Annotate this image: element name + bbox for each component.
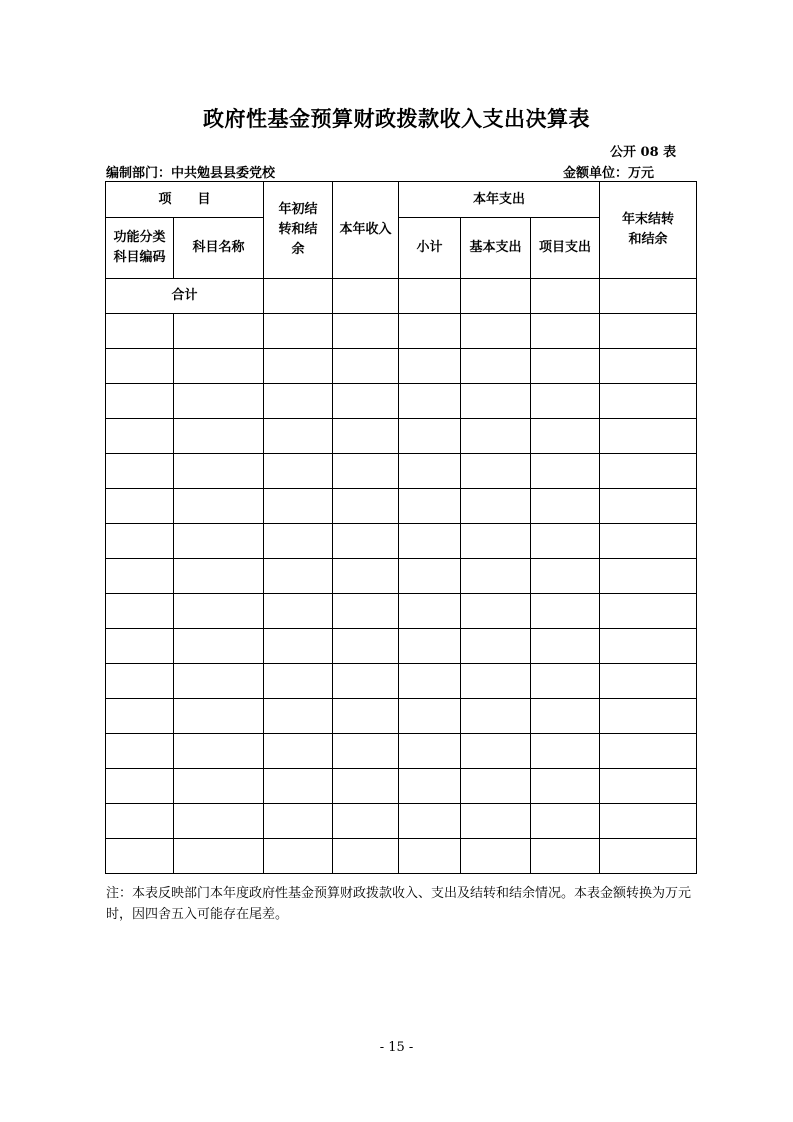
table-code: 公开 08 表: [610, 145, 677, 160]
table-cell: [174, 559, 264, 594]
table-cell: [600, 594, 697, 629]
table-cell: [106, 384, 174, 419]
table-cell: [399, 629, 461, 664]
table-row: [106, 594, 697, 629]
table-cell: [600, 559, 697, 594]
table-cell: [106, 524, 174, 559]
table-cell: [600, 524, 697, 559]
table-cell: [174, 664, 264, 699]
table-cell: [600, 419, 697, 454]
table-cell: [174, 384, 264, 419]
table-row: [106, 664, 697, 699]
table-row: [106, 489, 697, 524]
table-cell: [333, 769, 399, 804]
header-expense: 本年支出: [399, 182, 600, 218]
table-cell: [333, 454, 399, 489]
table-cell: [333, 419, 399, 454]
department-label: 编制部门：中共勉县县委党校: [106, 166, 276, 181]
table-cell: [106, 489, 174, 524]
header-income: 本年收入: [333, 182, 399, 279]
table-cell: [531, 349, 600, 384]
table-cell: [264, 384, 333, 419]
header-item: 项 目: [106, 182, 264, 218]
table-cell: [531, 279, 600, 314]
table-cell: [600, 629, 697, 664]
table-cell: [399, 594, 461, 629]
table-cell: [333, 314, 399, 349]
table-cell: [531, 454, 600, 489]
table-cell: [106, 419, 174, 454]
table-cell: [106, 594, 174, 629]
table-cell: [600, 489, 697, 524]
table-cell: [531, 524, 600, 559]
table-cell: [174, 489, 264, 524]
table-cell: [531, 384, 600, 419]
table-cell: [531, 489, 600, 524]
header-project-expense: 项目支出: [531, 218, 600, 279]
table-cell: [461, 734, 531, 769]
table-cell: [399, 489, 461, 524]
table-cell: [600, 279, 697, 314]
table-cell: [264, 664, 333, 699]
table-cell: [264, 769, 333, 804]
table-cell: [264, 314, 333, 349]
table-row: [106, 769, 697, 804]
table-cell: [600, 454, 697, 489]
budget-table: [105, 181, 697, 874]
table-row: [106, 734, 697, 769]
table-cell: [531, 629, 600, 664]
table-cell: [461, 559, 531, 594]
table-cell: [174, 629, 264, 664]
table-row: [106, 629, 697, 664]
table-row: [106, 419, 697, 454]
table-cell: [531, 594, 600, 629]
total-label: 合计: [106, 279, 264, 314]
header-basic-expense: 基本支出: [461, 218, 531, 279]
table-cell: [333, 384, 399, 419]
table-cell: [531, 559, 600, 594]
table-cell: [174, 314, 264, 349]
table-cell: [106, 734, 174, 769]
table-cell: [461, 524, 531, 559]
table-cell: [264, 279, 333, 314]
table-cell: [264, 594, 333, 629]
table-cell: [264, 419, 333, 454]
table-cell: [399, 804, 461, 839]
table-row: [106, 839, 697, 874]
table-cell: [106, 349, 174, 384]
header-subject-name: 科目名称: [174, 218, 264, 279]
table-cell: [461, 279, 531, 314]
table-cell: [333, 489, 399, 524]
table-cell: [333, 699, 399, 734]
table-cell: [264, 629, 333, 664]
table-row: [106, 454, 697, 489]
table-cell: [106, 769, 174, 804]
table-cell: [600, 314, 697, 349]
table-cell: [600, 699, 697, 734]
table-cell: [600, 664, 697, 699]
table-cell: [461, 384, 531, 419]
table-cell: [174, 769, 264, 804]
table-cell: [264, 349, 333, 384]
table-cell: [333, 279, 399, 314]
table-cell: [174, 594, 264, 629]
table-cell: [106, 699, 174, 734]
table-cell: [174, 419, 264, 454]
table-cell: [106, 559, 174, 594]
table-row: [106, 384, 697, 419]
header-subtotal: 小计: [399, 218, 461, 279]
header-begin-balance: 年初结转和结余: [264, 182, 333, 279]
table-cell: [333, 804, 399, 839]
table-cell: [333, 524, 399, 559]
table-cell: [174, 349, 264, 384]
table-cell: [600, 804, 697, 839]
table-cell: [264, 559, 333, 594]
table-cell: [461, 804, 531, 839]
table-cell: [531, 664, 600, 699]
table-cell: [399, 349, 461, 384]
table-cell: [399, 769, 461, 804]
table-cell: [399, 524, 461, 559]
table-cell: [106, 629, 174, 664]
table-cell: [264, 839, 333, 874]
table-cell: [106, 454, 174, 489]
table-row: [106, 559, 697, 594]
table-row: [106, 314, 697, 349]
table-cell: [399, 279, 461, 314]
table-cell: [531, 734, 600, 769]
table-cell: [106, 804, 174, 839]
table-cell: [531, 419, 600, 454]
table-row: [106, 349, 697, 384]
table-cell: [461, 699, 531, 734]
table-cell: [461, 349, 531, 384]
table-cell: [531, 804, 600, 839]
table-cell: [531, 314, 600, 349]
table-cell: [399, 734, 461, 769]
table-cell: [333, 664, 399, 699]
table-cell: [399, 454, 461, 489]
table-cell: [399, 664, 461, 699]
table-cell: [531, 769, 600, 804]
table-cell: [461, 419, 531, 454]
table-cell: [461, 629, 531, 664]
table-cell: [174, 804, 264, 839]
table-cell: [531, 839, 600, 874]
table-cell: [461, 454, 531, 489]
table-cell: [399, 419, 461, 454]
table-cell: [333, 594, 399, 629]
header-row-1: [106, 182, 697, 218]
table-cell: [264, 489, 333, 524]
footnote: 注：本表反映部门本年度政府性基金预算财政拨款收入、支出及结转和结余情况。本表金额转换为万元时，因四舍五入可能存在尾差。: [106, 886, 692, 922]
table-cell: [333, 349, 399, 384]
header-func-code: 功能分类科目编码: [106, 218, 174, 279]
table-cell: [174, 734, 264, 769]
table-cell: [399, 699, 461, 734]
table-cell: [264, 699, 333, 734]
table-cell: [461, 314, 531, 349]
table-cell: [174, 839, 264, 874]
table-cell: [461, 489, 531, 524]
table-cell: [264, 734, 333, 769]
page-number: - 15 -: [379, 1040, 414, 1055]
amount-unit-label: 金额单位：万元: [563, 166, 655, 181]
table-row: [106, 699, 697, 734]
table-cell: [333, 559, 399, 594]
table-cell: [600, 839, 697, 874]
table-row: [106, 804, 697, 839]
table-cell: [600, 769, 697, 804]
table-cell: [106, 664, 174, 699]
table-cell: [399, 839, 461, 874]
table-cell: [600, 384, 697, 419]
table-cell: [531, 699, 600, 734]
total-row: [106, 279, 697, 314]
table-cell: [399, 314, 461, 349]
table-cell: [399, 384, 461, 419]
table-cell: [461, 769, 531, 804]
table-cell: [461, 664, 531, 699]
table-cell: [106, 314, 174, 349]
table-cell: [174, 699, 264, 734]
table-cell: [600, 349, 697, 384]
page-title: 政府性基金预算财政拨款收入支出决算表: [203, 107, 590, 131]
table-cell: [264, 454, 333, 489]
table-cell: [174, 454, 264, 489]
table-cell: [174, 524, 264, 559]
table-cell: [461, 594, 531, 629]
table-cell: [600, 734, 697, 769]
table-row: [106, 524, 697, 559]
table-cell: [399, 559, 461, 594]
table-cell: [333, 734, 399, 769]
table-cell: [264, 524, 333, 559]
table-cell: [106, 839, 174, 874]
table-cell: [333, 839, 399, 874]
header-end-balance: 年末结转和结余: [600, 182, 697, 279]
table-cell: [264, 804, 333, 839]
table-cell: [461, 839, 531, 874]
table-cell: [333, 629, 399, 664]
